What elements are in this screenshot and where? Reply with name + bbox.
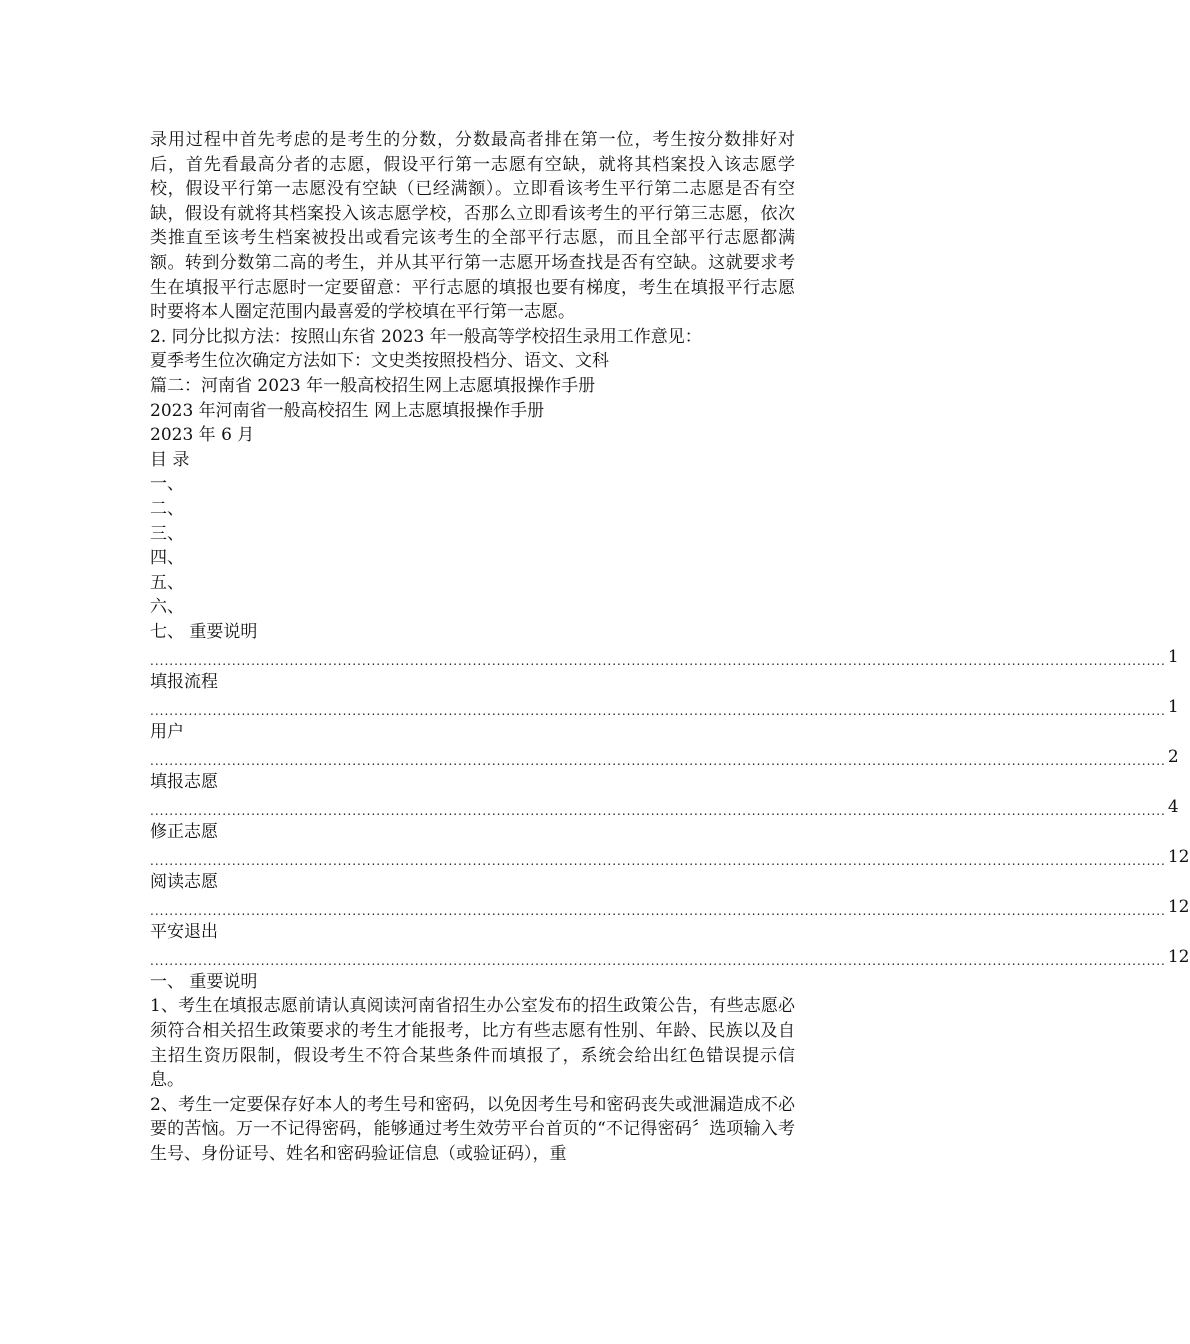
toc-entry[interactable] — [150, 720, 1179, 770]
toc-page-number: 1 — [1167, 697, 1179, 718]
paragraph-note-2: 2、考生一定要保存好本人的考生号和密码，以免因考生号和密码丧失或泄漏造成不必要的苦恼。万一不记得密码，能够通过考生效劳平台首页的“不记得密码〞选项输入考生号、身份证号、姓名和密码验证信息（或验证码），重 — [150, 1094, 795, 1165]
toc-leader-dots: ................................................................................................................................................................................................................... — [150, 653, 1166, 668]
toc-number: 四、 — [150, 548, 184, 569]
toc-entry-label: 填报流程 — [150, 671, 218, 692]
toc-page-number: 2 — [1167, 747, 1179, 768]
toc-page-number: 4 — [1167, 797, 1179, 818]
toc-entry-label: 七、 重要说明 — [150, 621, 258, 642]
toc-entry-label: 用户 — [150, 721, 184, 742]
toc-entry[interactable] — [150, 770, 1179, 820]
toc-entry[interactable] — [150, 670, 1179, 720]
toc-entry[interactable] — [150, 620, 1179, 670]
toc-page-number: 12 — [1167, 847, 1190, 868]
toc-number: 二、 — [150, 498, 184, 519]
toc-leader-dots: ................................................................................................................................................................................................................... — [150, 803, 1166, 818]
section-heading: 一、 重要说明 — [150, 971, 258, 992]
toc-leader-dots: ................................................................................................................................................................................................................... — [150, 853, 1166, 868]
toc-entry[interactable] — [150, 870, 1190, 920]
toc-entry[interactable] — [150, 920, 1190, 970]
line-manual-title: 2023 年河南省一般高校招生 网上志愿填报操作手册 — [150, 400, 545, 421]
toc-number: 六、 — [150, 597, 184, 618]
line-chapter-two-title: 篇二：河南省 2023 年一般高校招生网上志愿填报操作手册 — [150, 375, 596, 396]
toc-number: 五、 — [150, 572, 184, 593]
line-date: 2023 年 6 月 — [150, 425, 255, 446]
document-page — [150, 128, 1190, 1167]
toc-entry[interactable] — [150, 820, 1190, 870]
toc-page-number: 12 — [1167, 897, 1190, 918]
line-summer-rank: 夏季考生位次确定方法如下：文史类按照投档分、语文、文科 — [150, 351, 609, 372]
toc-title: 目 录 — [150, 449, 190, 470]
line-tie-method: 2. 同分比拟方法：按照山东省 2023 年一般高等学校招生录用工作意见： — [150, 326, 702, 347]
toc-page-number: 1 — [1167, 647, 1179, 668]
toc-leader-dots: ................................................................................................................................................................................................................... — [150, 953, 1166, 968]
paragraph-admission-process: 录用过程中首先考虑的是考生的分数，分数最高者排在第一位，考生按分数排好对后，首先看最高分者的志愿，假设平行第一志愿有空缺，就将其档案投入该志愿学校，假设平行第一志愿没有空缺（已经满额）。立即看该考生平行第二志愿是否有空缺，假设有就将其档案投入该志愿学校，否那么立即看该考生的平行第三志愿，依次类推直至该考生档案被投出或看完该考生的全部平行志愿，而且全部平行志愿都满额。转到分数第二高的考生，并从其平行第一志愿开场查找是否有空缺。这就要求考生在填报平行志愿时一定要留意：平行志愿的填报也要有梯度，考生在填报平行志愿时要将本人圈定范围内最喜爱的学校填在平行第一志愿。 — [150, 130, 795, 323]
toc-entry-label: 平安退出 — [150, 921, 218, 942]
paragraph-note-1: 1、考生在填报志愿前请认真阅读河南省招生办公室发布的招生政策公告，有些志愿必须符合相关招生政策要求的考生才能报考，比方有些志愿有性别、年龄、民族以及自主招生资历限制，假设考生不符合某些条件而填报了，系统会给出红色错误提示信息。 — [150, 996, 795, 1091]
toc-entry-label: 阅读志愿 — [150, 871, 218, 892]
toc-leader-dots: ................................................................................................................................................................................................................... — [150, 903, 1166, 918]
toc-entry-label: 修正志愿 — [150, 821, 218, 842]
toc-number: 三、 — [150, 523, 184, 544]
toc-number: 一、 — [150, 474, 184, 495]
toc-entry-label: 填报志愿 — [150, 771, 218, 792]
toc-page-number: 12 — [1167, 947, 1190, 968]
toc-leader-dots: ................................................................................................................................................................................................................... — [150, 753, 1166, 768]
toc-leader-dots: ................................................................................................................................................................................................................... — [150, 703, 1166, 718]
